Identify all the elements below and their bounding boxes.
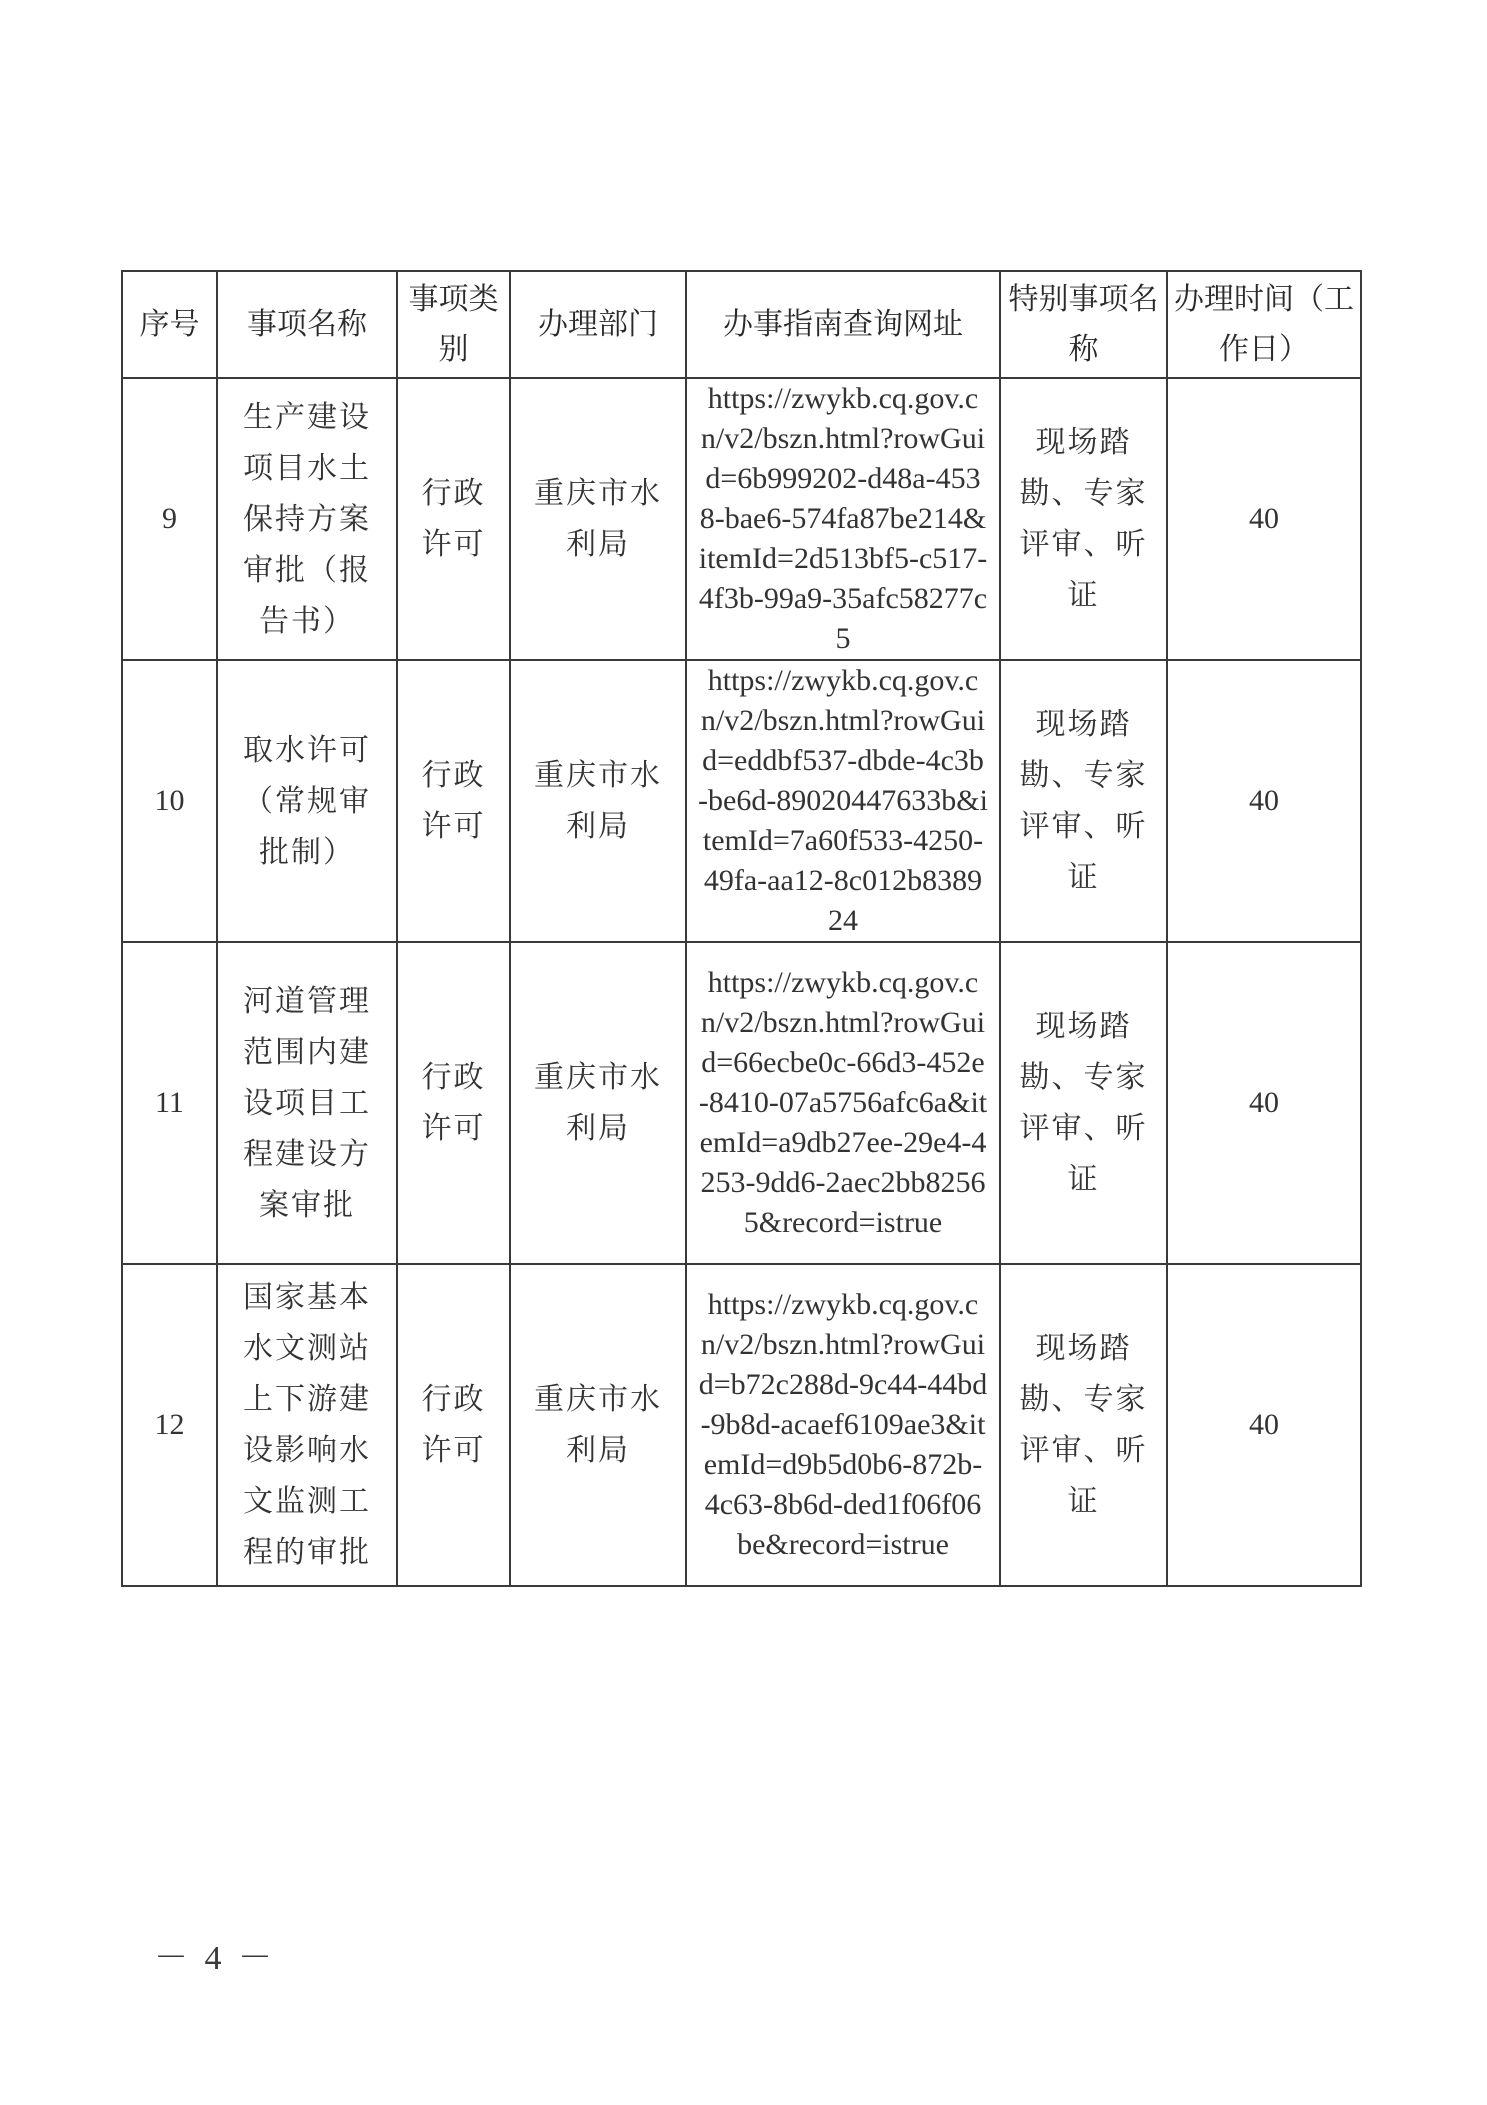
row-name: 河道管理范围内建设项目工程建设方案审批 (217, 942, 397, 1264)
header-special: 特别事项名称 (1000, 271, 1167, 378)
row-department: 重庆市水利局 (510, 378, 686, 660)
row-duration: 40 (1167, 942, 1361, 1264)
row-guide-url: https://zwykb.cq.gov.cn/v2/bszn.html?rowGuid=66ecbe0c-66d3-452e-8410-07a5756afc6a&itemId=a9db27ee-29e4-4253-9dd6-2aec2bb82565&record=istrue (686, 942, 1000, 1264)
table-row (122, 1264, 1361, 1586)
row-guide-url: https://zwykb.cq.gov.cn/v2/bszn.html?rowGuid=6b999202-d48a-4538-bae6-574fa87be214&itemId=2d513bf5-c517-4f3b-99a9-35afc58277c5 (686, 378, 1000, 660)
row-seq: 12 (122, 1264, 217, 1586)
row-seq: 11 (122, 942, 217, 1264)
header-name: 事项名称 (217, 271, 397, 378)
row-department: 重庆市水利局 (510, 660, 686, 942)
table-header-row (122, 271, 1361, 378)
row-category: 行政许可 (397, 942, 510, 1264)
header-department: 办理部门 (510, 271, 686, 378)
row-name: 取水许可（常规审批制） (217, 660, 397, 942)
header-duration: 办理时间（工作日） (1167, 271, 1361, 378)
row-department: 重庆市水利局 (510, 1264, 686, 1586)
row-special: 现场踏勘、专家评审、听证 (1000, 660, 1167, 942)
row-special: 现场踏勘、专家评审、听证 (1000, 942, 1167, 1264)
row-name: 国家基本水文测站上下游建设影响水文监测工程的审批 (217, 1264, 397, 1586)
row-department: 重庆市水利局 (510, 942, 686, 1264)
header-seq: 序号 (122, 271, 217, 378)
row-duration: 40 (1167, 378, 1361, 660)
row-special: 现场踏勘、专家评审、听证 (1000, 1264, 1167, 1586)
row-category: 行政许可 (397, 1264, 510, 1586)
table-row (122, 660, 1361, 942)
row-guide-url: https://zwykb.cq.gov.cn/v2/bszn.html?rowGuid=b72c288d-9c44-44bd-9b8d-acaef6109ae3&itemId=d9b5d0b6-872b-4c63-8b6d-ded1f06f06be&record=istrue (686, 1264, 1000, 1586)
table-row (122, 378, 1361, 660)
row-category: 行政许可 (397, 660, 510, 942)
matters-table (121, 270, 1362, 1587)
row-guide-url: https://zwykb.cq.gov.cn/v2/bszn.html?rowGuid=eddbf537-dbde-4c3b-be6d-89020447633b&itemId=7a60f533-4250-49fa-aa12-8c012b838924 (686, 660, 1000, 942)
row-duration: 40 (1167, 1264, 1361, 1586)
row-seq: 9 (122, 378, 217, 660)
row-name: 生产建设项目水土保持方案审批（报告书） (217, 378, 397, 660)
page-number: － 4 － (154, 1940, 276, 1977)
row-seq: 10 (122, 660, 217, 942)
row-duration: 40 (1167, 660, 1361, 942)
row-category: 行政许可 (397, 378, 510, 660)
table-row (122, 942, 1361, 1264)
header-guide-url: 办事指南查询网址 (686, 271, 1000, 378)
row-special: 现场踏勘、专家评审、听证 (1000, 378, 1167, 660)
header-category: 事项类别 (397, 271, 510, 378)
